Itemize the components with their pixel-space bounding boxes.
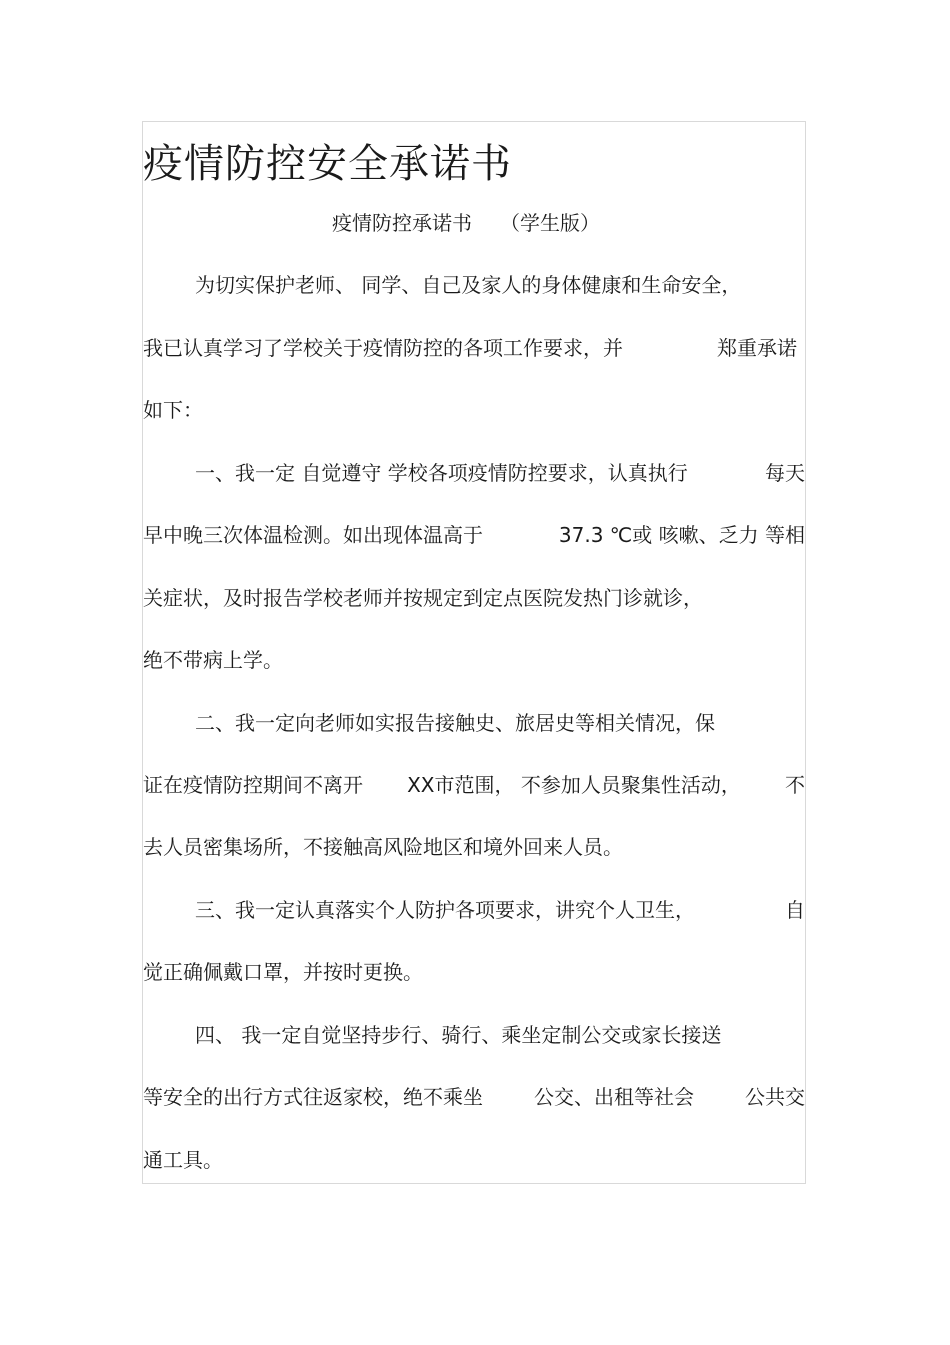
paragraph-line-10: 去人员密集场所，不接触高风险地区和境外回来人员。 [143, 835, 623, 859]
paragraph-line-4 [143, 459, 805, 487]
paragraph-line-1: 为切实保护老师、 同学、自己及家人的身体健康和生命安全， [195, 273, 742, 297]
line-segment: 不 [784, 773, 805, 797]
line-segment: 自 [785, 898, 805, 922]
document-subtitle [332, 209, 600, 237]
paragraph-line-13: 四、 我一定自觉坚持步行、骑行、乘坐定制公交或家长接送 [195, 1023, 722, 1047]
line-segment: 证在疫情防控期间不离开 [143, 773, 363, 797]
line-segment: 37.3 ℃或 咳嗽、乏力 等相 [558, 523, 805, 547]
paragraph-line-14 [143, 1083, 805, 1111]
paragraph-line-15: 通工具。 [143, 1148, 223, 1172]
line-segment: 每天 [765, 461, 805, 485]
line-segment: 等安全的出行方式往返家校，绝不乘坐 [143, 1085, 483, 1109]
document-title: 疫情防控安全承诺书 [143, 141, 512, 187]
paragraph-line-3: 如下： [143, 398, 203, 422]
paragraph-line-11 [143, 896, 805, 924]
paragraph-line-6: 关症状，及时报告学校老师并按规定到定点医院发热门诊就诊， [143, 586, 703, 610]
paragraph-line-7: 绝不带病上学。 [143, 648, 283, 672]
line-segment: 三、我一定认真落实个人防护各项要求，讲究个人卫生， [195, 898, 695, 922]
line-segment: 我已认真学习了学校关于疫情防控的各项工作要求，并 [143, 336, 623, 360]
line-segment: 公共交 [745, 1085, 805, 1109]
paragraph-line-9 [143, 771, 805, 799]
paragraph-line-2 [143, 334, 805, 362]
line-segment: 公交、出租等社会 [534, 1085, 694, 1109]
line-segment: 郑重承诺 [717, 336, 797, 360]
subtitle-edition: （学生版） [500, 211, 600, 235]
subtitle-main: 疫情防控承诺书 [332, 211, 472, 235]
paragraph-line-8: 二、我一定向老师如实报告接触史、旅居史等相关情况，保 [195, 711, 715, 735]
line-segment: 早中晚三次体温检测。如出现体温高于 [143, 523, 483, 547]
line-segment: XX市范围， 不参加人员聚集性活动， [407, 773, 741, 797]
line-segment: 一、我一定 自觉遵守 学校各项疫情防控要求，认真执行 [195, 461, 688, 485]
paragraph-line-12: 觉正确佩戴口罩，并按时更换。 [143, 960, 423, 984]
paragraph-line-5 [143, 521, 805, 549]
